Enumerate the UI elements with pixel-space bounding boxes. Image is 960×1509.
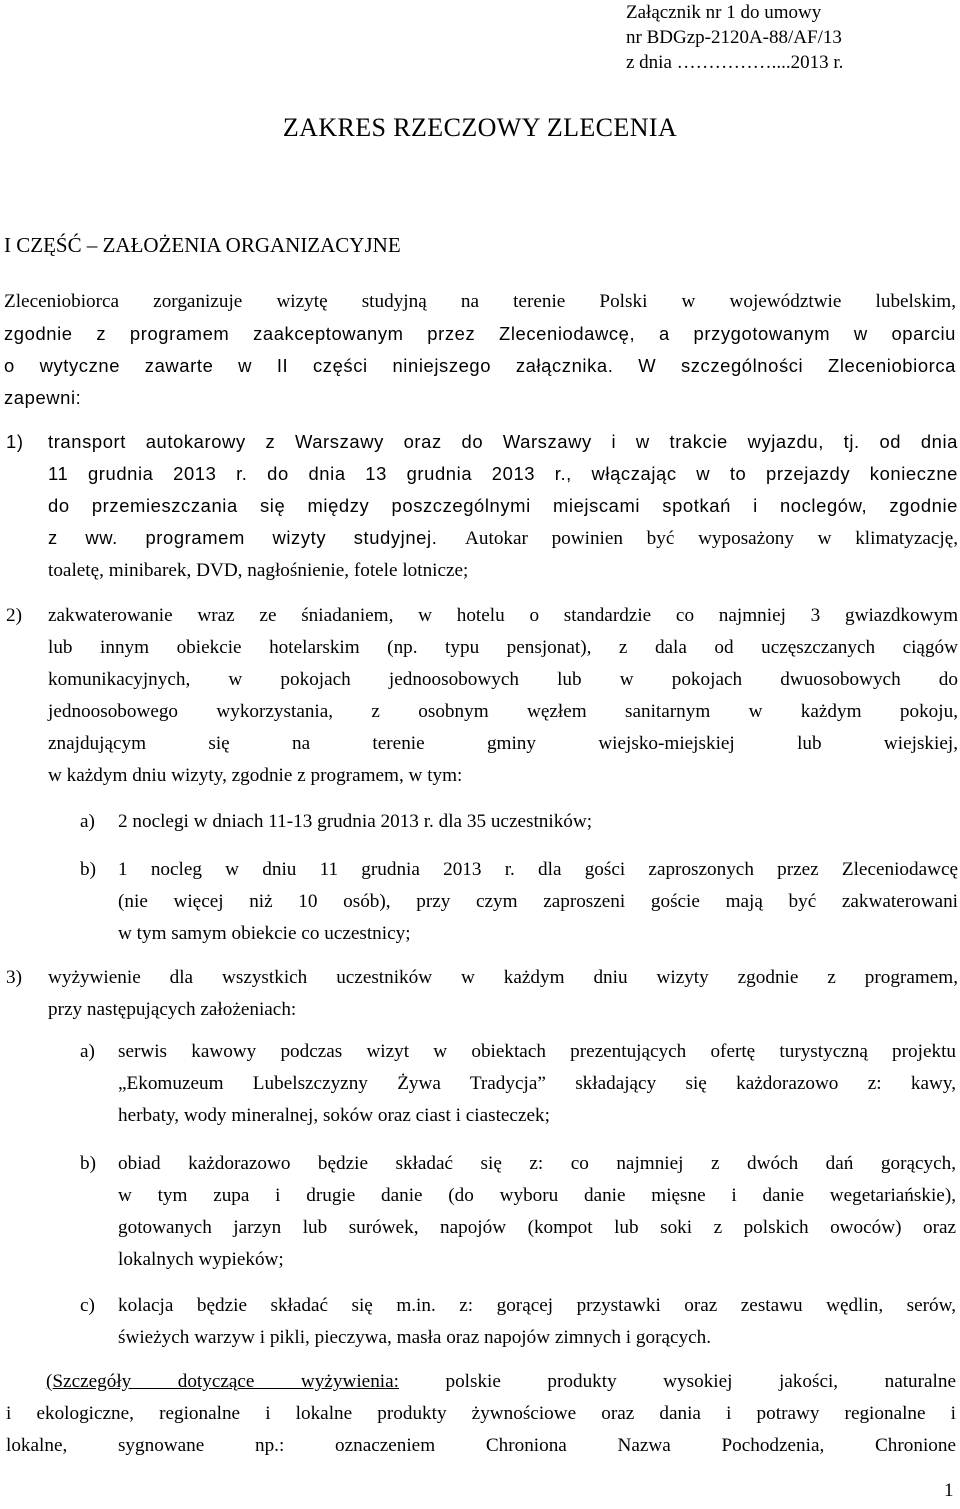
intro-line: zapewni: [4,387,82,408]
list-line: zakwaterowanie wraz ze śniadaniem, w hotelu o standardzie co najmniej 3 gwiazdkowym [48,605,958,626]
list-number: 2) [6,605,22,626]
list-number: 3) [6,967,22,988]
list-line: w każdym dniu wizyty, zgodnie z programem, w tym: [48,765,463,786]
sub-list-line: w tym samym obiekcie co uczestnicy; [118,923,411,944]
sub-list-line: 1 nocleg w dniu 11 grudnia 2013 r. dla gości zaproszonych przez Zleceniodawcę [118,859,958,880]
details-line: lokalne, sygnowane np.: oznaczeniem Chroniona Nazwa Pochodzenia, Chronione [6,1435,956,1456]
sub-list-line: (nie więcej niż 10 osób), przy czym zaproszeni goście mają być zakwaterowani [118,891,958,912]
details-line: polskie produkty wysokiej jakości, naturalne [445,1371,956,1392]
list-line: Autokar powinien być wyposażony w klimatyzację, [465,528,959,549]
list-line: komunikacyjnych, w pokojach jednoosobowych lub w pokojach dwuosobowych do [48,669,958,690]
sub-list-item [80,1148,956,1278]
catering-details-continued [6,1398,956,1462]
list-line: transport autokarowy z Warszawy oraz do Warszawy i w trakcie wyjazdu, tj. od dnia [48,431,958,452]
sub-list-line: „Ekomuzeum Lubelszczyzny Żywa Tradycja” składający się każdorazowo z: kawy, [118,1073,956,1094]
list-line: do przemieszczania się między poszczególnymi miejscami spotkań i noclegów, zgodnie [48,495,958,516]
list-number: 1) [6,431,24,452]
annex-line-2: nr BDGzp-2120A-88/AF/13 [626,27,842,48]
sub-list-item [80,1290,956,1360]
sub-list-item [80,854,960,954]
sub-list-line: lokalnych wypieków; [118,1249,284,1270]
page-number: 1 [944,1480,954,1501]
sub-list-letter: b) [80,859,96,880]
section-heading: I CZĘŚĆ – ZAŁOŻENIA ORGANIZACYJNE [4,233,401,257]
sub-list-line: herbaty, wody mineralnej, soków oraz ciast i ciasteczek; [118,1105,550,1126]
details-line: i ekologiczne, regionalne i lokalne produkty żywnościowe oraz dania i potrawy regionalne i [6,1403,956,1424]
sub-list-line: obiad każdorazowo będzie składać się z: co najmniej z dwóch dań gorących, [118,1153,956,1174]
annex-line-1: Załącznik nr 1 do umowy [626,2,822,23]
list-line: toaletę, minibarek, DVD, nagłośnienie, fotele lotnicze; [48,560,469,581]
sub-list-letter: c) [80,1295,95,1316]
document-title: ZAKRES RZECZOWY ZLECENIA [282,113,678,142]
sub-list-item [80,1036,956,1136]
intro-paragraph [4,286,956,414]
list-line: przy następujących założeniach: [48,999,297,1020]
list-line: 11 grudnia 2013 r. do dnia 13 grudnia 2013 r., włączając w to przejazdy konieczne [48,463,958,484]
intro-line: zgodnie z programem zaakceptowanym przez Zleceniodawcę, a przygotowanym w oparciu [4,323,956,344]
details-label: (Szczegóły dotyczące wyżywienia: [46,1371,399,1392]
sub-list-line: gotowanych jarzyn lub surówek, napojów (kompot lub soki z polskich owoców) oraz [118,1217,956,1238]
sub-list-letter: b) [80,1153,96,1174]
annex-header [626,0,843,75]
list-item [6,600,958,786]
sub-list-line: serwis kawowy podczas wizyt w obiektach prezentujących ofertę turystyczną projektu [118,1041,956,1062]
list-line: wyżywienie dla wszystkich uczestników w każdym dniu wizyty zgodnie z programem, [48,967,958,988]
list-item [6,962,958,1032]
sub-list-letter: a) [80,811,95,832]
annex-line-3: z dnia ……………....2013 r. [626,52,844,73]
list-line: lub innym obiekcie hotelarskim (np. typu pensjonat), z dala od uczęszczanych ciągów [48,637,958,658]
list-line: znajdującym się na terenie gminy wiejsko-miejskiej lub wiejskiej, [48,733,958,754]
intro-line: Zleceniobiorca zorganizuje wizytę studyjną na terenie Polski w województwie lubelskim, [4,291,956,312]
sub-list-line: kolacja będzie składać się m.in. z: gorącej przystawki oraz zestawu wędlin, serów, [118,1295,956,1316]
sub-list-line: w tym zupa i drugie danie (do wyboru danie mięsne i danie wegetariańskie), [118,1185,956,1206]
list-line: jednoosobowego wykorzystania, z osobnym węzłem sanitarnym w każdym pokoju, [48,701,958,722]
list-line: z ww. programem wizyty studyjnej. [48,527,438,548]
sub-list-text: 2 noclegi w dniach 11-13 grudnia 2013 r. dla 35 uczestników; [118,811,593,832]
intro-line: o wytyczne zawarte w II części niniejszego załącznika. W szczególności Zleceniobiorca [4,355,956,376]
catering-details-paragraph [46,1366,956,1398]
list-item [6,426,958,596]
sub-list-line: świeżych warzyw i pikli, pieczywa, masła oraz napojów zimnych i gorących. [118,1327,711,1348]
sub-list-letter: a) [80,1041,95,1062]
